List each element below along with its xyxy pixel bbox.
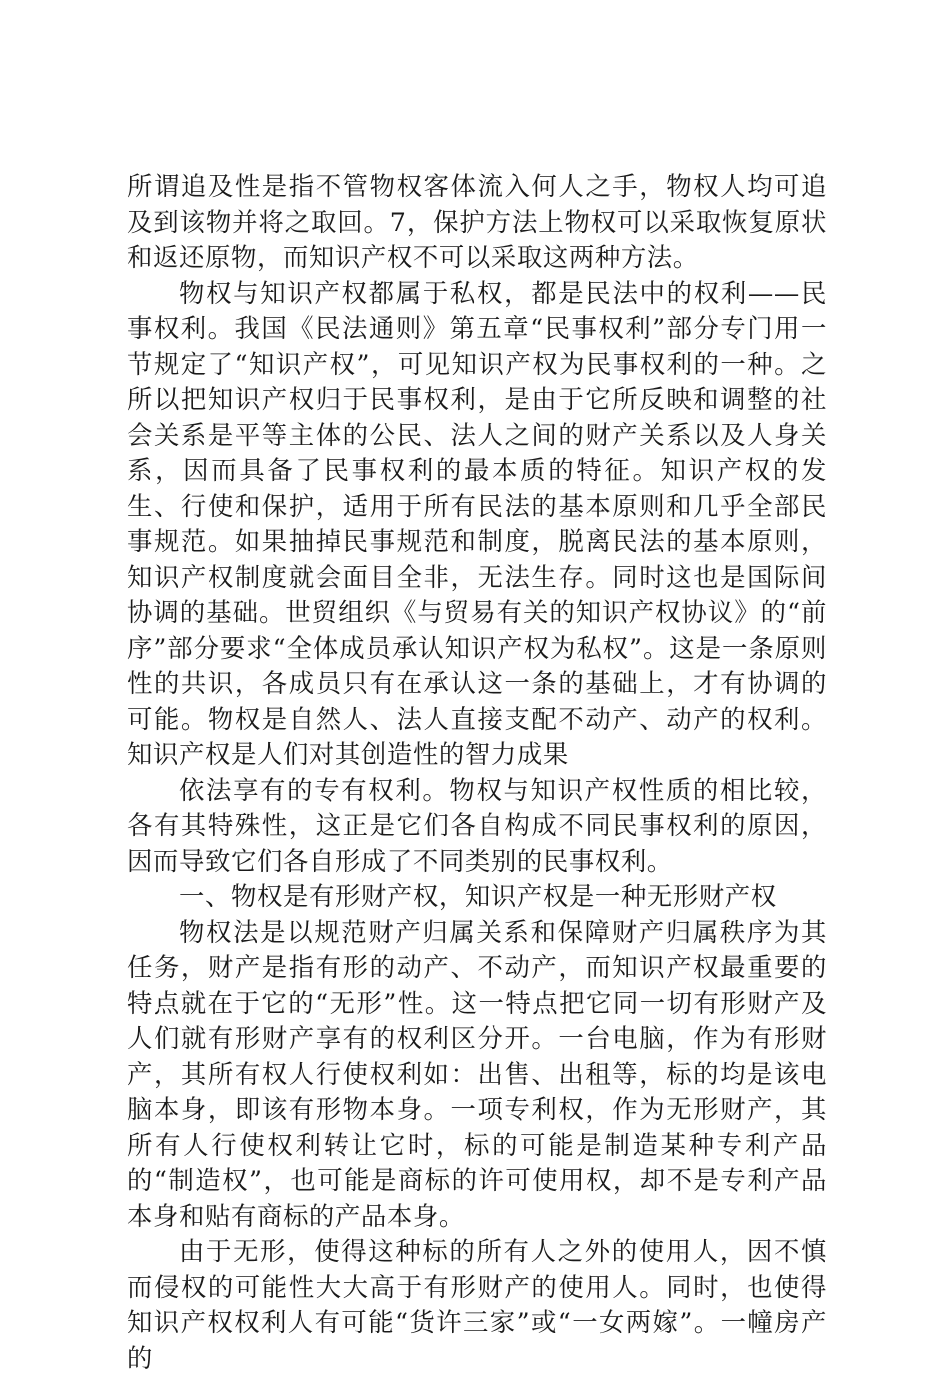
paragraph-intangible-property: 物权法是以规范财产归属关系和保障财产归属秩序为其任务，财产是指有形的动产、不动产，而知识产权最重要的特点就在于它的“无形”性。这一特点把它同一切有形财产及人们就有形财产享有的权利区分开。一台电脑，作为有形财产，其所有权人行使权利如：出售、出租等，标的均是该电脑本身，即该有形物本身。一项专利权，作为无形财产，其所有人行使权利转让它时，标的可能是制造某种专利产品的“制造权”，也可能是商标的许可使用权，却不是专利产品本身和贴有商标的产品本身。	[127, 916, 827, 1231]
section-heading: 一、物权是有形财产权，知识产权是一种无形财产权	[179, 881, 777, 911]
paragraph-infringement: 由于无形，使得这种标的所有人之外的使用人，因不慎而侵权的可能性大大高于有形财产的使用人。同时，也使得知识产权权利人有可能“货许三家”或“一女两嫁”。一幢房产的	[127, 1236, 827, 1373]
paragraph-continuation: 所谓追及性是指不管物权客体流入何人之手，物权人均可追及到该物并将之取回。7，保护方法上物权可以采取恢复原状和返还原物，而知识产权不可以采取这两种方法。	[127, 171, 827, 272]
paragraph-exclusive-rights: 依法享有的专有权利。物权与知识产权性质的相比较，各有其特殊性，这正是它们各自构成不同民事权利的原因，因而导致它们各自形成了不同类别的民事权利。	[127, 774, 827, 876]
paragraph-private-rights: 物权与知识产权都属于私权，都是民法中的权利——民事权利。我国《民法通则》第五章“民事权利”部分专门用一节规定了“知识产权”，可见知识产权为民事权利的一种。之所以把知识产权归于民事权利，是由于它所反映和调整的社会关系是平等主体的公民、法人之间的财产关系以及人身关系，因而具备了民事权利的最本质的特征。知识产权的发生、行使和保护，适用于所有民法的基本原则和几乎全部民事规范。如果抽掉民事规范和制度，脱离民法的基本原则，知识产权制度就会面目全非，无法生存。同时这也是国际间协调的基础。世贸组织《与贸易有关的知识产权协议》的“前序”部分要求“全体成员承认知识产权为私权”。这是一条原则性的共识，各成员只有在承认这一条的基础上，才有协调的可能。物权是自然人、法人直接支配不动产、动产的权利。知识产权是人们对其创造性的智力成果	[127, 277, 827, 769]
document-body	[127, 169, 827, 1376]
